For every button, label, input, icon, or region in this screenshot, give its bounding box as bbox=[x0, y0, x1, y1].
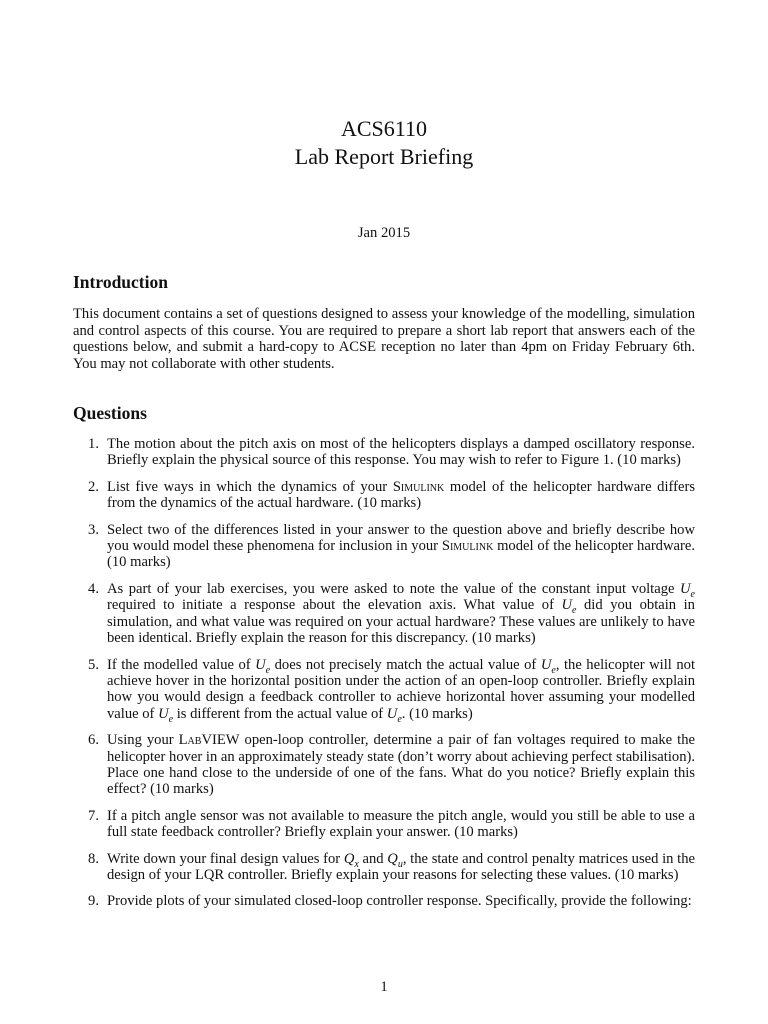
introduction-paragraph: This document contains a set of questions designed to assess your knowledge of the modelling, simulation and control aspects of this course. You are required to prepare a short lab report that answers each of the questions below, and submit a hard-copy to ACSE reception no later than 4pm on Friday February 6th. You may not collaborate with other students. bbox=[73, 306, 695, 372]
variable: U bbox=[255, 656, 266, 673]
question-number: 5. bbox=[88, 656, 99, 673]
question-text: Write down your final design values for $Q_x$ and $Q_u$, the state and control penalty matrices used in the design of your LQR controller. Briefly explain your reasons for selecting these values. (10 marks) bbox=[107, 850, 696, 883]
question-item bbox=[73, 808, 695, 841]
question-item bbox=[73, 522, 695, 571]
software-name: Simulink bbox=[441, 538, 494, 555]
question-item bbox=[73, 657, 695, 723]
question-item bbox=[73, 893, 695, 909]
question-number: 3. bbox=[88, 521, 99, 538]
question-text: If a pitch angle sensor was not available to measure the pitch angle, would you still be able to use a full state feedback controller? Briefly explain your answer. (10 marks) bbox=[107, 807, 695, 841]
variable: Q bbox=[387, 850, 398, 867]
introduction-heading: Introduction bbox=[73, 272, 168, 293]
question-item bbox=[73, 732, 695, 798]
question-number: 8. bbox=[88, 850, 99, 867]
variable: U bbox=[680, 580, 691, 597]
question-number: 7. bbox=[88, 807, 99, 824]
variable: U bbox=[386, 705, 398, 722]
course-code: ACS6110 bbox=[341, 116, 427, 141]
variable: U bbox=[540, 656, 552, 673]
question-number: 1. bbox=[88, 436, 99, 453]
question-text: As part of your lab exercises, you were asked to note the value of the constant input voltage $U_e$ required to initiate a response about the elevation axis. What value of $U_e$ did you obtain in simulation, and what value was required on your actual hardware? These values are unlikely to have been identical. Briefly explain the reason for this discrepancy. (10 marks) bbox=[107, 580, 695, 647]
page-content bbox=[73, 115, 695, 920]
question-text: The motion about the pitch axis on most of the helicopters displays a damped oscillatory response. Briefly explain the physical source of this response. You may wish to refer to Figure 1. (10 marks) bbox=[107, 436, 695, 469]
question-number: 2. bbox=[88, 478, 99, 495]
variable: U bbox=[158, 705, 169, 722]
question-text: Provide plots of your simulated closed-loop controller response. Specifically, provide the following: bbox=[107, 893, 692, 910]
questions-heading: Questions bbox=[73, 403, 147, 424]
question-number: 9. bbox=[88, 893, 99, 910]
question-item bbox=[73, 581, 695, 647]
question-item bbox=[73, 436, 695, 469]
document-date: Jan 2015 bbox=[357, 225, 411, 241]
question-text: If the modelled value of $U_e$ does not precisely match the actual value of $U_e$, the helicopter will not achieve hover in the horizontal position under the action of an open-loop controller. Briefly explain how you would design a feedback controller to achieve horizontal hover assuming your modelled value of $U_e$ is different from the actual value of $U_e$. (10 marks) bbox=[107, 656, 695, 725]
software-name: LabVIEW bbox=[178, 732, 240, 749]
software-name: Simulink bbox=[392, 478, 445, 495]
question-text: List five ways in which the dynamics of your Simulink model of the helicopter hardware differs from the dynamics of the actual hardware. (10 marks) bbox=[107, 478, 696, 512]
question-text: Using your LabVIEW open-loop controller, determine a pair of fan voltages required to make the helicopter hover in an approximately steady state (don’t worry about achieving perfect stabilisation). Place one hand close to the underside of one of the fans. What do you notice? Briefly explain this effect? (10 marks) bbox=[107, 732, 695, 798]
document-title: Lab Report Briefing bbox=[294, 144, 474, 169]
variable: U bbox=[561, 597, 573, 614]
question-number: 4. bbox=[88, 580, 99, 597]
variable: Q bbox=[343, 850, 355, 867]
question-number: 6. bbox=[88, 732, 99, 749]
question-item bbox=[73, 479, 695, 512]
question-text: Select two of the differences listed in your answer to the question above and briefly describe how you would model these phenomena for inclusion in your Simulink model of the helicopter hardware. (10 marks) bbox=[107, 521, 695, 571]
page-number: 1 bbox=[380, 979, 388, 995]
questions-list bbox=[73, 436, 695, 910]
question-item bbox=[73, 851, 695, 884]
